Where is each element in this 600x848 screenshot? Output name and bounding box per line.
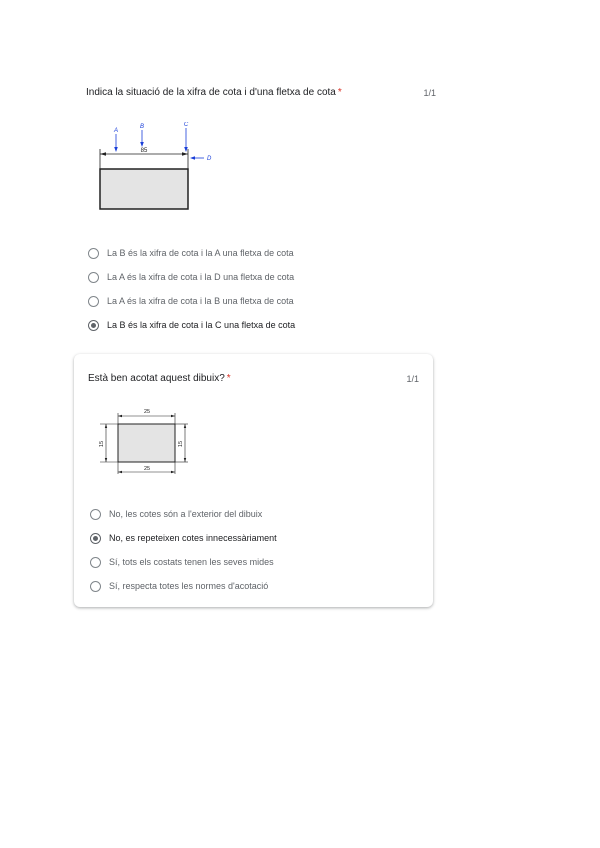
q1-option-4[interactable] [88, 313, 295, 337]
q2-option-3[interactable] [90, 550, 277, 574]
question-2-options [90, 502, 277, 598]
q2-option-3-label: Sí, tots els costats tenen les seves mides [109, 557, 274, 567]
question-1-options [88, 241, 295, 337]
q2-option-4-label: Sí, respecta totes les normes d'acotació [109, 581, 269, 591]
dimension-arrow-left [100, 152, 106, 155]
q1-option-2-label: La A és la xifra de cota i la D una fletxa de cota [107, 272, 295, 282]
radio-button[interactable] [90, 509, 101, 520]
question-2-figure [92, 404, 202, 484]
q1-option-2[interactable] [88, 265, 295, 289]
required-star: * [337, 87, 342, 98]
question-1-figure [94, 122, 234, 212]
left-dimension: 15 [99, 440, 105, 448]
label-b: B [139, 124, 145, 130]
q2-option-1-label: No, les cotes són a l'exterior del dibuix [109, 509, 263, 519]
label-a: A [113, 128, 119, 134]
dimension-arrow-right [182, 152, 188, 155]
question-2-card [74, 354, 433, 607]
q1-option-3[interactable] [88, 289, 295, 313]
question-1-title [86, 86, 342, 100]
q1-option-1[interactable] [88, 241, 295, 265]
part-rectangle [118, 424, 175, 462]
radio-button[interactable] [88, 296, 99, 307]
radio-button-selected[interactable] [88, 320, 99, 331]
question-2-title [88, 372, 231, 386]
label-c: C [183, 122, 189, 128]
right-dimension: 15 [178, 440, 184, 448]
dimension-value: 85 [140, 148, 148, 154]
question-2-title-text: Està ben acotat aquest dibuix? [88, 373, 225, 384]
q1-option-3-label: La A és la xifra de cota i la B una fletxa de cota [107, 296, 294, 306]
q2-option-2[interactable] [90, 526, 277, 550]
question-2 [88, 372, 419, 591]
question-1-header [86, 86, 436, 100]
bottom-dimension: 25 [143, 466, 151, 472]
q2-option-1[interactable] [90, 502, 277, 526]
radio-button[interactable] [88, 272, 99, 283]
question-1-score: 1/1 [423, 88, 436, 98]
question-1 [86, 86, 436, 330]
q1-option-4-label: La B és la xifra de cota i la C una fletxa de cota [107, 320, 296, 330]
part-rectangle [100, 169, 188, 209]
q1-option-1-label: La B és la xifra de cota i la A una fletxa de cota [107, 248, 294, 258]
q2-option-2-label: No, es repeteixen cotes innecessàriament [109, 533, 277, 543]
radio-button[interactable] [88, 248, 99, 259]
question-1-title-text: Indica la situació de la xifra de cota i d'una fletxa de cota [86, 87, 336, 98]
question-2-header [88, 372, 419, 386]
top-dimension: 25 [143, 409, 151, 415]
q2-option-4[interactable] [90, 574, 277, 598]
radio-button[interactable] [90, 581, 101, 592]
radio-button[interactable] [90, 557, 101, 568]
required-star: * [226, 373, 231, 384]
label-d: D [207, 156, 212, 162]
question-2-score: 1/1 [406, 374, 419, 384]
radio-button-selected[interactable] [90, 533, 101, 544]
